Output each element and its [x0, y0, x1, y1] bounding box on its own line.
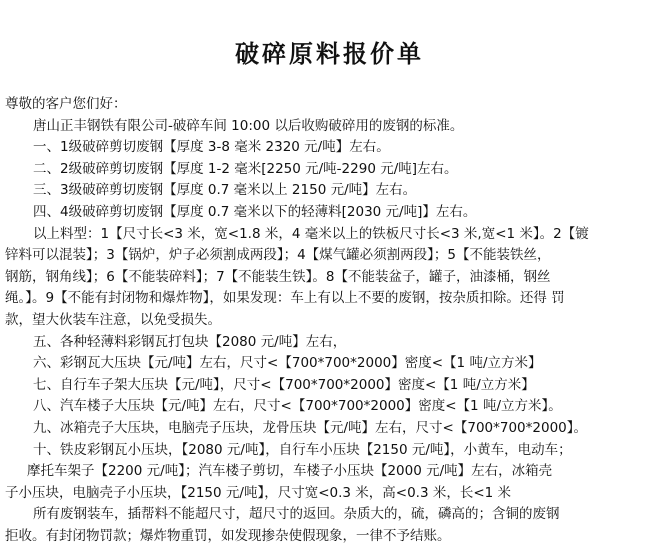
text-line: 尊敬的客户您们好：	[5, 96, 127, 112]
text-line: 六、彩钢瓦大压块【元/吨】左右，尺寸<【700*700*2000】密度<【1 吨/立方米】	[33, 355, 542, 372]
text-line: 子小压块，电脑壳子小压块，【2150 元/吨】，尺寸宽<0.3 米，高<0.3 米，长<1 米	[5, 484, 512, 501]
text-line: 唐山正丰钢铁有限公司-破碎车间 10:00 以后收购破碎用的废钢的标准。	[33, 117, 464, 134]
text-line: 绳。】。9【不能有封闭物和爆炸物】，如果发现：车上有以上不要的废钢，按杂质扣除。还得 罚	[5, 290, 565, 307]
text-line: 五、各种轻薄料彩钢瓦打包块【2080 元/吨】左右，	[33, 333, 347, 350]
text-line: 九、冰箱壳子大压块，电脑壳子压块，龙骨压块【元/吨】左右，尺寸<【700*700*2000】。	[33, 419, 587, 436]
document-body	[5, 94, 655, 547]
text-line: 所有废钢装车，插帮料不能超尺寸，超尺寸的返回。杂质大的，硫，磷高的；含铜的废钢	[33, 506, 560, 523]
text-line: 七、自行车子架大压块【元/吨】，尺寸<【700*700*2000】密度<【1 吨/立方米】	[33, 376, 535, 393]
text-line: 一、1级破碎剪切废钢【厚度 3-8 毫米 2320 元/吨】左右。	[33, 139, 390, 156]
text-line: 三、3级破碎剪切废钢【厚度 0.7 毫米以上 2150 元/吨】左右。	[33, 182, 417, 199]
text-line: 四、4级破碎剪切废钢【厚度 0.7 毫米以下的轻薄料[2030 元/吨]】左右。	[33, 203, 477, 220]
text-line: 款，望大伙装车注意，以免受损失。	[5, 311, 221, 328]
text-line: 十、铁皮彩钢瓦小压块，【2080 元/吨】，自行车小压块【2150 元/吨】，小黄车，电动车；	[33, 441, 572, 458]
text-line: 摩托车架子【2200 元/吨】；汽车楼子剪切，车楼子小压块【2000 元/吨】左右，冰箱壳	[27, 463, 553, 480]
text-line: 八、汽车楼子大压块【元/吨】左右，尺寸<【700*700*2000】密度<【1 吨/立方米】。	[33, 398, 562, 415]
text-line: 钢筋，钢角线】；6【不能装碎料】；7【不能装生铁】。8【不能装盆子，罐子，油漆桶，钢丝	[5, 268, 551, 285]
text-line: 锌料可以混装】；3【锅炉，炉子必须割成两段】；4【煤气罐必须割两段】；5【不能装铁丝，	[5, 247, 551, 264]
text-line: 二、2级破碎剪切废钢【厚度 1-2 毫米[2250 元/吨-2290 元/吨]左右。	[33, 160, 458, 177]
text-line: 以上料型：1【尺寸长<3 米，宽<1.8 米，4 毫米以上的铁板尺寸长<3 米,宽<1 米】。2【镀	[33, 225, 589, 242]
document-title: 破碎原料报价单	[235, 40, 424, 68]
text-line: 拒收。有封闭物罚款；爆炸物重罚，如发现掺杂使假现象，一律不予结账。	[5, 527, 451, 544]
